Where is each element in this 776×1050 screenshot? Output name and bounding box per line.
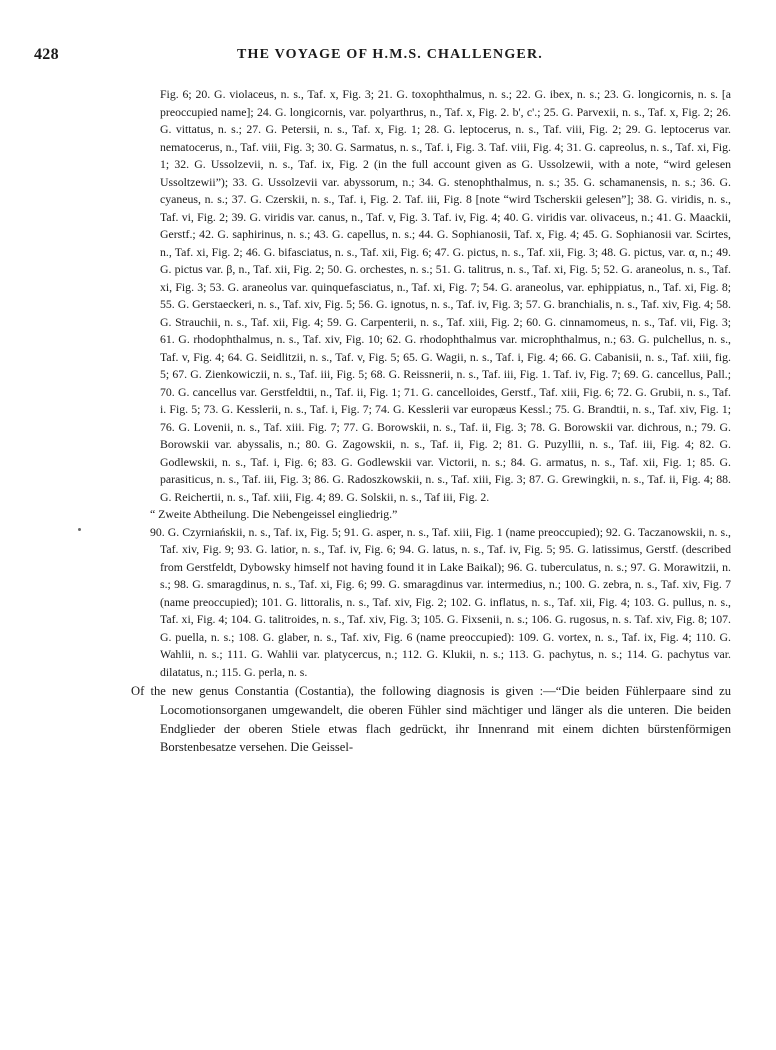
page-number: 428 <box>34 46 59 63</box>
species-list-paragraph: Fig. 6; 20. G. violaceus, n. s., Taf. x, Fig. 3; 21. G. toxophthalmus, n. s.; 22. G. ibex, n. s.; 23. G. longicornis, n. s. [a preoccupied name]; 24. G. longicornis, var. polyarthrus, n., Taf. x, Fig. 2. b', c'.; 25. G. Parvexii, n. s., Taf. x, Fig. 2; 26. G. vittatus, n. s.; 27. G. Petersii, n. s., Taf. x, Fig. 1; 28. G. leptocerus, n. s., Taf. viii, Fig. 2; 29. G. leptocerus var. nematocerus, n., Taf. viii, Fig. 3; 30. G. Sarmatus, n. s., Taf. i, Fig. 3. Taf. viii, Fig. 4; 31. G. capreolus, n. s., Taf. xi, Fig. 1; 32. G. Ussolzevii, n. s., Taf. ix, Fig. 2 (in the full account given as G. Ussolzewii, with a note, “wird gelesen Ussoltzewii”); 33. G. Ussolzevii var. abyssorum, n.; 34. G. stenophthalmus, n. s.; 35. G. schamanensis, n. s.; 36. G. cyaneus, n. s.; 37. G. Czerskii, n. s., Taf. i, Fig. 2. Taf. iii, Fig. 8 [note “wird Tscherskii gelesen”]; 38. G. viridis, n. s., Taf. vi, Fig. 2; 39. G. viridis var. canus, n., Taf. v, Fig. 3. Taf. iv, Fig. 4; 40. G. viridis var. olivaceus, n.; 41. G. Maackii, Gerstf.; 42. G. saphirinus, n. s.; 43. G. capellus, n. s.; 44. G. Sophianosii, Taf. x, Fig. 4; 45. G. Sophianosii var. Scirtes, n., Taf. xi, Fig. 2; 46. G. bifasciatus, n. s., Taf. xii, Fig. 6; 47. G. pictus, n. s., Taf. xii, Fig. 3; 48. G. pictus, var. α, n.; 49. G. pictus var. β, n., Taf. xii, Fig. 2; 50. G. orchestes, n. s.; 51. G. talitrus, n. s., Taf. xi, Fig. 5; 52. G. araneolus, n. s., Taf. xi, Fig. 3; 53. G. araneolus var. quinquefasciatus, n., Taf. xi, Fig. 7; 54. G. araneolus, var. ephippiatus, n., Taf. xi, Fig. 8; 55. G. Gerstaeckeri, n. s., Taf. xiv, Fig. 5; 56. G. ignotus, n. s., Taf. iv, Fig. 3; 57. G. branchialis, n. s., Taf. xiv, Fig. 4; 58. G. Strauchii, n. s., Taf. xii, Fig. 4; 59. G. Carpenterii, n. s., Taf. xiii, Fig. 2; 60. G. cinnamomeus, n. s., Taf. vii, Fig. 3; 61. G. rhodophthalmus, n. s., Taf. xiv, Fig. 10; 62. G. rhodophthalmus var. microphthalmus, n.; 63. G. pulchellus, n. s., Taf. v, Fig. 4; 64. G. Seidlitzii, n. s., Taf. v, Fig. 5; 65. G. Wagii, n. s., Taf. i, Fig. 4; 66. G. Cabanisii, n. s., Taf. xiii, fig. 5; 67. G. Zienkowiczii, n. s., Taf. iii, Fig. 5; 68. G. Reissnerii, n. s., Taf. iii, Fig. 1. Taf. iv, Fig. 7; 69. G. cancellus, Pall.; 70. G. cancellus var. Gerstfeldtii, n., Taf. ii, Fig. 1; 71. G. cancelloides, Gerstf., Taf. xiii, Fig. 6; 72. G. Grubii, n. s., Taf. i. Fig. 5; 73. G. Kesslerii, n. s., Taf. i, Fig. 7; 74. G. Kesslerii var europæus Kessl.; 75. G. Brandtii, n. s., Taf. xiv, Fig. 1; 76. G. Lovenii, n. s., Taf. xiii. Fig. 7; 77. G. Borowskii, n. s., Taf. ii, Fig. 3; 78. G. Borowskii var. dichrous, n.; 79. G. Borowskii var. abyssalis, n.; 80. G. Zagowskii, n. s., Taf. ii, Fig. 2; 81. G. Puzyllii, n. s., Taf. iii, Fig. 4; 82. G. Godlewskii, n. s., Taf. i, Fig. 6; 83. G. Godlewskii var. Victorii, n. s.; 84. G. armatus, n. s., Taf. xii, Fig. 1; 85. G. parasiticus, n. s., Taf. iii, Fig. 3; 86. G. Radoszkowskii, n. s., Taf. xiii, Fig. 3; 87. G. Grewingkii, n. s., Taf. ii, Fig. 4; 88. G. Reichertii, n. s., Taf. xiii, Fig. 4; 89. G. Solskii, n. s., Taf iii, Fig. 2. <box>160 87 731 504</box>
page-header <box>34 46 746 68</box>
body-text <box>131 86 731 757</box>
section-heading-quote: “ Zweite Abtheilung. Die Nebengeissel eingliedrig.” <box>150 507 398 521</box>
running-title: THE VOYAGE OF H.M.S. CHALLENGER. <box>237 47 543 62</box>
genus-diagnosis-paragraph: Of the new genus Constantia (Costantia), the following diagnosis is given :—“Die beiden Fühlerpaare sind zu Locomotionsorganen umgewandelt, die oberen Fühler sind mächtiger und länger als die unteren. Die beiden Endglieder der oberen Stiele etwas flach gedrückt, ihr Innenrand mit einem dichten bürstenförmigen Borstenbesatze versehen. Die Geissel- <box>131 684 731 755</box>
species-list-paragraph-second: 90. G. Czyrniańskii, n. s., Taf. ix, Fig. 5; 91. G. asper, n. s., Taf. xiii, Fig. 1 (name preoccupied); 92. G. Taczanowskii, n. s., Taf. xiv, Fig. 9; 93. G. latior, n. s., Taf. iv, Fig. 6; 94. G. latus, n. s., Taf. iv, Fig. 5; 95. G. latissimus, Gerstf. (described from Gerstfeldt, Dybowsky himself not having found it in Lake Baikal); 96. G. tuberculatus, n. s.; 97. G. Morawitzii, n. s.; 98. G. smaragdinus, n. s., Taf. xi, Fig. 6; 99. G. smaragdinus var. intermedius, n.; 100. G. zebra, n. s., Taf. xiv, Fig. 7 (name preoccupied); 101. G. littoralis, n. s., Taf. xiv, Fig. 2; 102. G. inflatus, n. s., Taf. xii, Fig. 4; 103. G. pullus, n. s., Taf. xi, Fig. 4; 104. G. talitroides, n. s., Taf. xiv, Fig. 3; 105. G. Fixsenii, n. s.; 106. G. rugosus, n. s. Taf. xiv, Fig. 8; 107. G. puella, n. s.; 108. G. glaber, n. s., Taf. xiv, Fig. 6 (name preoccupied): 109. G. vortex, n. s., Taf. ix, Fig. 4; 110. G. Wahlii, n. s.; 111. G. Wahlii var. platycercus, n.; 112. G. Klukii, n. s.; 113. G. pachytus, n. s.; 114. G. pachytus var. dilatatus, n.; 115. G. perla, n. s. <box>150 524 731 679</box>
margin-speck <box>78 528 81 531</box>
